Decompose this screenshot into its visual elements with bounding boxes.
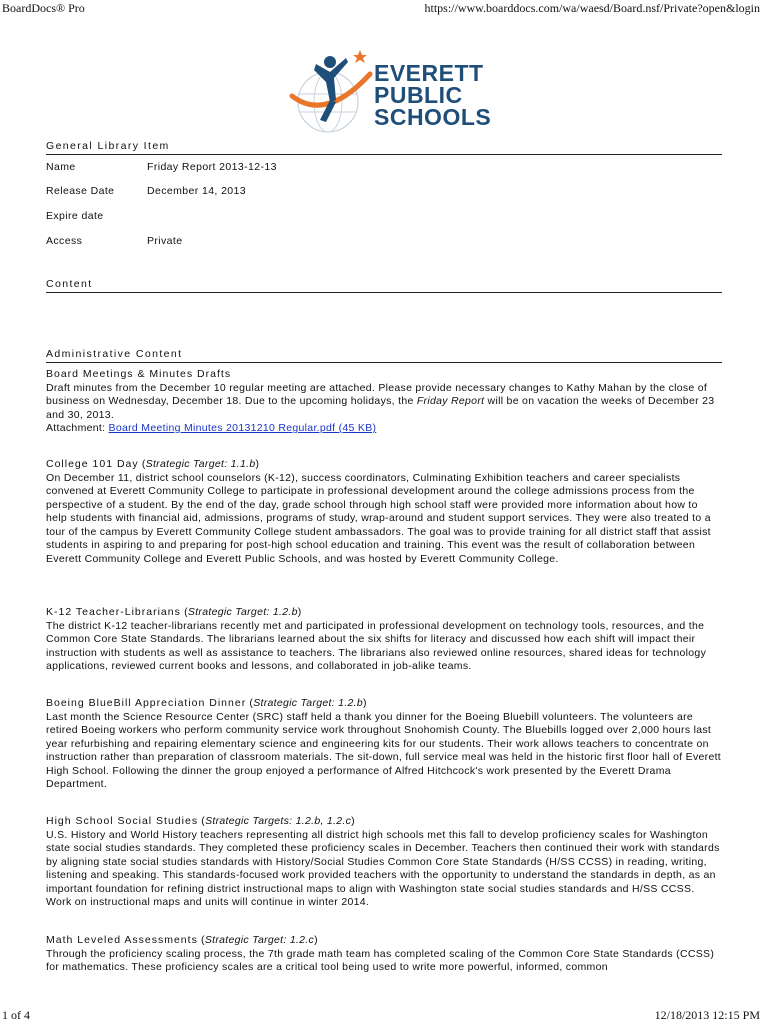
strategic-target: Strategic Targets: 1.2.b, 1.2.c (205, 815, 352, 827)
meta-label: Expire date (46, 210, 104, 222)
article-title: K-12 Teacher-Librarians (46, 606, 181, 618)
article-body: Through the proficiency scaling process, the 7th grade math team has completed scaling of the Common Core State Standards (CCSS) for mathematics. These proficiency scales are a critical tool being used to write more powerful, informed, common (46, 947, 715, 973)
content-section-title: Content (46, 278, 722, 293)
article-heading: Boeing BlueBill Appreciation Dinner (Strategic Target: 1.2.b) (46, 697, 367, 709)
print-header (0, 0, 768, 16)
logo-line-1: EVERETT (374, 60, 484, 86)
strategic-target: Strategic Target: 1.1.b (145, 458, 256, 470)
article-title: College 101 Day (46, 458, 139, 470)
article-teacher-librarians (46, 606, 722, 674)
article-body: Last month the Science Resource Center (SRC) staff held a thank you dinner for the Boeing Bluebill volunteers. The volunteers are retired Boeing workers who perform community service work throughout Snohomish County. The Bluebills logged over 2,000 hours last year refurbishing and repairing elementary science and engineering kits for our students. Their work allows teachers to concentrate on instruction rather than preparation of classroom materials. The sit-down, full service meal was held in the historic first floor hall of Everett High School. Following the dinner the group enjoyed a performance of Alfred Hitchcock's work presented by the Everett Drama Department. (46, 710, 722, 790)
article-heading: High School Social Studies (Strategic Targets: 1.2.b, 1.2.c) (46, 815, 355, 827)
article-math-assessments (46, 934, 722, 975)
strategic-target: Strategic Target: 1.2.b (187, 606, 298, 618)
article-title: Boeing BlueBill Appreciation Dinner (46, 697, 247, 709)
article-board-meetings (46, 368, 722, 436)
print-header-app: BoardDocs® Pro (2, 1, 85, 15)
print-footer (0, 1008, 768, 1024)
meta-label: Name (46, 161, 76, 173)
article-body: On December 11, district school counselors (K-12), success coordinators, Culminating Exhibition teachers and career specialists convened at Everett Community College to participate in professional development around the college admissions process from the perspective of a student. By the end of the day, grade school through high school staff were provided more information about how to help students with financial aid, admissions, programs of study, wrap-around and student support services. They were also treated to a tour of the campus by Everett Community College student ambassadors. The goal was to provide training for all district staff that assist students in aspiring to and preparing for post-high school education and training. This event was the result of collaboration between Everett Community College and Everett Public Schools, and was hosted by Everett Community College. (46, 471, 711, 565)
article-heading: Math Leveled Assessments (Strategic Target: 1.2.c) (46, 934, 318, 946)
article-title: Math Leveled Assessments (46, 934, 198, 946)
article-heading: K-12 Teacher-Librarians (Strategic Target: 1.2.b) (46, 606, 302, 618)
logo-wordmark (374, 62, 491, 128)
attachment-line (46, 422, 722, 436)
article-body: Draft minutes from the December 10 regular meeting are attached. Please provide necessary changes to Kathy Mahan by the close of business on Wednesday, December 18. Due to the upcoming holidays, the Friday Report will be on vacation the weeks of December 23 and 30, 2013. (46, 381, 715, 421)
meta-label: Release Date (46, 185, 115, 197)
general-section-title: General Library Item (46, 140, 722, 155)
strategic-target: Strategic Target: 1.2.c (204, 934, 315, 946)
strategic-target: Strategic Target: 1.2.b (253, 697, 364, 709)
article-title: Board Meetings & Minutes Drafts (46, 368, 232, 380)
article-social-studies (46, 815, 722, 910)
article-body: The district K-12 teacher-librarians recently met and participated in professional development on technology tools, resources, and the Common Core State Standards. The librarians learned about the six shifts for literacy and discussed how each shift will impact their instruction with students as well as assistance to teachers. The librarians also reviewed online resources, shared ideas for technology applications, reviewed current books and lessons, and collaborated in job-alike teams. (46, 619, 707, 672)
attachment-link[interactable]: Board Meeting Minutes 20131210 Regular.pdf (45 KB) (108, 422, 377, 434)
meta-value: December 14, 2013 (147, 185, 247, 197)
article-college-101 (46, 458, 722, 566)
logo-line-2: PUBLIC (374, 82, 463, 108)
everett-public-schools-logo (286, 44, 492, 144)
attachment-label: Attachment: (46, 422, 109, 434)
meta-value: Private (147, 235, 183, 247)
admin-section-title: Administrative Content (46, 348, 722, 363)
print-datetime: 12/18/2013 12:15 PM (654, 1008, 760, 1022)
globe-runner-icon (286, 44, 376, 144)
article-title: High School Social Studies (46, 815, 199, 827)
article-body: U.S. History and World History teachers representing all district high schools met this fall to develop proficiency scales for Washington state social studies standards. They completed these proficiency scales in December. Teachers then continued their work with standards by aligning state social studies standards with History/Social Studies Common Core State Standards (H/SS CCSS) in reading, writing, listening and speaking. This standards-focused work provided teachers with the opportunity to understand the standards in depth, as an important foundation for refining district instructional maps to align with Washington state social studies standards and H/SS CCSS. Work on instructional maps and units will continue in winter 2014. (46, 828, 720, 908)
page-number: 1 of 4 (2, 1008, 30, 1022)
meta-label: Access (46, 235, 83, 247)
meta-value: Friday Report 2013-12-13 (147, 161, 277, 173)
logo-line-3: SCHOOLS (374, 104, 492, 130)
print-header-url: https://www.boarddocs.com/wa/waesd/Board.nsf/Private?open&login (424, 1, 760, 15)
article-boeing-dinner (46, 697, 722, 792)
article-heading: College 101 Day (Strategic Target: 1.1.b) (46, 458, 260, 470)
